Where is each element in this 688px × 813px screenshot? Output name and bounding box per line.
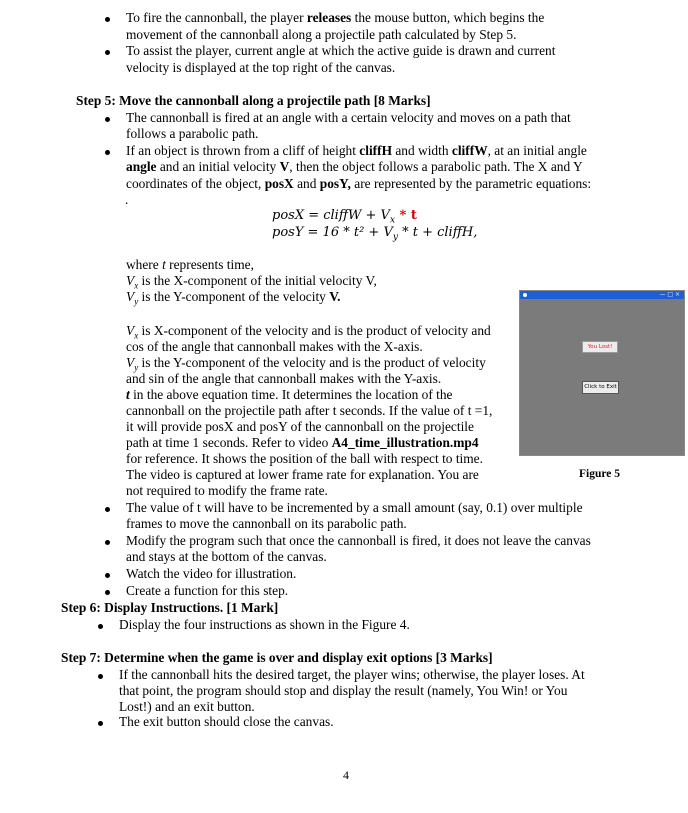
bullet-dot [98,624,103,629]
equation-posy [272,225,477,246]
text-italic: t [162,257,166,272]
text-subscript: y [392,232,398,243]
paragraph-line: Lost!) and an exit button. [119,699,255,714]
paragraph-line: cannonball on the projectile path after t seconds. If the value of t =1, [126,403,493,418]
paragraph-line [126,257,254,274]
paragraph-line: Modify the program such that once the cannonball is fired, it does not leave the canvas [126,533,591,548]
text-bold: cliffW [451,143,488,158]
page-number: 4 [343,768,349,782]
text-bold: A4_time_illustration.mp4 [331,435,479,450]
figure-screenshot [519,290,685,456]
exit-button[interactable]: Click to Exit [582,381,619,394]
text-bold: V [279,159,290,174]
paragraph-line: To assist the player, current angle at which the active guide is drawn and current [126,43,556,58]
text: To fire the cannonball, the player [126,10,307,25]
text: where [126,257,163,272]
text: If an object is thrown from a cliff of height [126,143,360,158]
step5-heading: Step 5: Move the cannonball along a projectile path [8 Marks] [76,93,431,108]
paragraph-line: $V_y$ is the Y-component of the velocity V. [126,289,341,307]
text-bold: posX [264,176,294,191]
bullet-dot [105,507,110,512]
figure-caption: Figure 5 [579,468,620,480]
window-titlebar [520,291,684,299]
paragraph-line: velocity is displayed at the top right of the canvas. [126,60,396,75]
bullet-dot [105,17,110,22]
paragraph-line: it will provide posX and posY of the cannonball on the projectile [126,419,474,434]
paragraph-line: for reference. It shows the position of the ball with respect to time. [126,451,483,466]
bullet-dot [105,540,110,545]
text: and width [392,143,452,158]
paragraph-line: and sin of the angle that cannonball makes with the Y-axis. [126,371,442,386]
app-icon [523,293,527,297]
paragraph-line: The exit button should close the canvas. [119,714,334,729]
text: and [293,176,320,191]
text-bold: angle [126,159,157,174]
paragraph-line: movement of the cannonball along a projectile path calculated by Step 5. [126,27,517,42]
paragraph-line: not required to modify the frame rate. [126,483,328,498]
paragraph [126,10,544,27]
text: coordinates of the object, [126,176,265,191]
text-subscript: x [134,330,139,341]
paragraph-line: The value of t will have to be incremented by a small amount (say, 0.1) over multiple [126,500,583,515]
paragraph-line: $V_y$ is the Y-component of the velocity and is the product of velocity [126,355,486,373]
bullet-dot [105,117,110,122]
text: is the X-component of the initial velocity V, [138,273,377,288]
bullet-dot [98,721,103,726]
text: and an initial velocity [156,159,280,174]
bullet-dot [98,674,103,679]
text-bold: cliffH [359,143,392,158]
text-subscript: x [389,215,396,226]
window-controls: — □ × [659,291,680,298]
text-bold: V. [329,289,341,304]
paragraph-line [126,435,479,452]
bullet-dot [105,50,110,55]
bullet-dot [105,590,110,595]
paragraph-line: follows a parabolic path. [126,126,259,141]
text-italic: t [126,387,130,402]
step6-heading: Step 6: Display Instructions. [1 Mark] [61,600,279,615]
text-subscript: x [134,280,139,291]
paragraph-line: and stays at the bottom of the canvas. [126,549,327,564]
text: posX = cliffW + V [272,208,390,223]
paragraph-line: $V_x$ is the X-component of the initial velocity V, [126,273,377,291]
bullet-dot [105,573,110,578]
paragraph-line: cos of the angle that cannonball makes with the X-axis. [126,339,423,354]
text: is the Y-component of the velocity [138,289,330,304]
you-lost-label: You Lost! [582,341,618,353]
paragraph-line: The video is captured at lower frame rate for explanation. You are [126,467,479,482]
paragraph-line [126,387,453,404]
text: the mouse button, which begins the [351,10,545,25]
paragraph-line: If the cannonball hits the desired target, the player wins; otherwise, the player loses. At [119,667,585,682]
text: are represented by the parametric equations: [350,176,592,191]
paragraph-line: Display the four instructions as shown in the Figure 4. [119,617,410,632]
step7-heading: Step 7: Determine when the game is over and display exit options [3 Marks] [61,650,493,665]
text-highlight: * t [395,208,417,223]
text-bold: posY, [319,176,351,191]
paragraph-line: $V_x$ is X-component of the velocity and is the product of velocity and [126,323,491,341]
stray-dot: . [125,192,129,207]
paragraph-line: frames to move the cannonball on its parabolic path. [126,516,407,531]
text: , then the object follows a parabolic path. The X and Y [289,159,583,174]
text: * t + cliffH, [397,225,478,240]
paragraph-line: Create a function for this step. [126,583,289,598]
text: posY = 16 * t² + V [272,225,393,240]
text: is X-component of the velocity and is the product of velocity and [138,323,491,338]
text-subscript: y [134,296,139,307]
paragraph-line [126,143,587,160]
paragraph-line: The cannonball is fired at an angle with a certain velocity and moves on a path that [126,110,571,125]
paragraph-line [126,159,583,176]
text: represents time, [165,257,254,272]
text-subscript: y [134,362,139,373]
bullet-dot [105,150,110,155]
text: in the above equation time. It determines the location of the [129,387,453,402]
text: is the Y-component of the velocity and is the product of velocity [138,355,486,370]
paragraph-line: that point, the program should stop and display the result (namely, You Win! or You [119,683,568,698]
text: path at time 1 seconds. Refer to video [126,435,332,450]
text: , at an initial angle [487,143,587,158]
paragraph-line: Watch the video for illustration. [126,566,297,581]
paragraph-line [126,176,591,193]
text-bold: releases [306,10,352,25]
